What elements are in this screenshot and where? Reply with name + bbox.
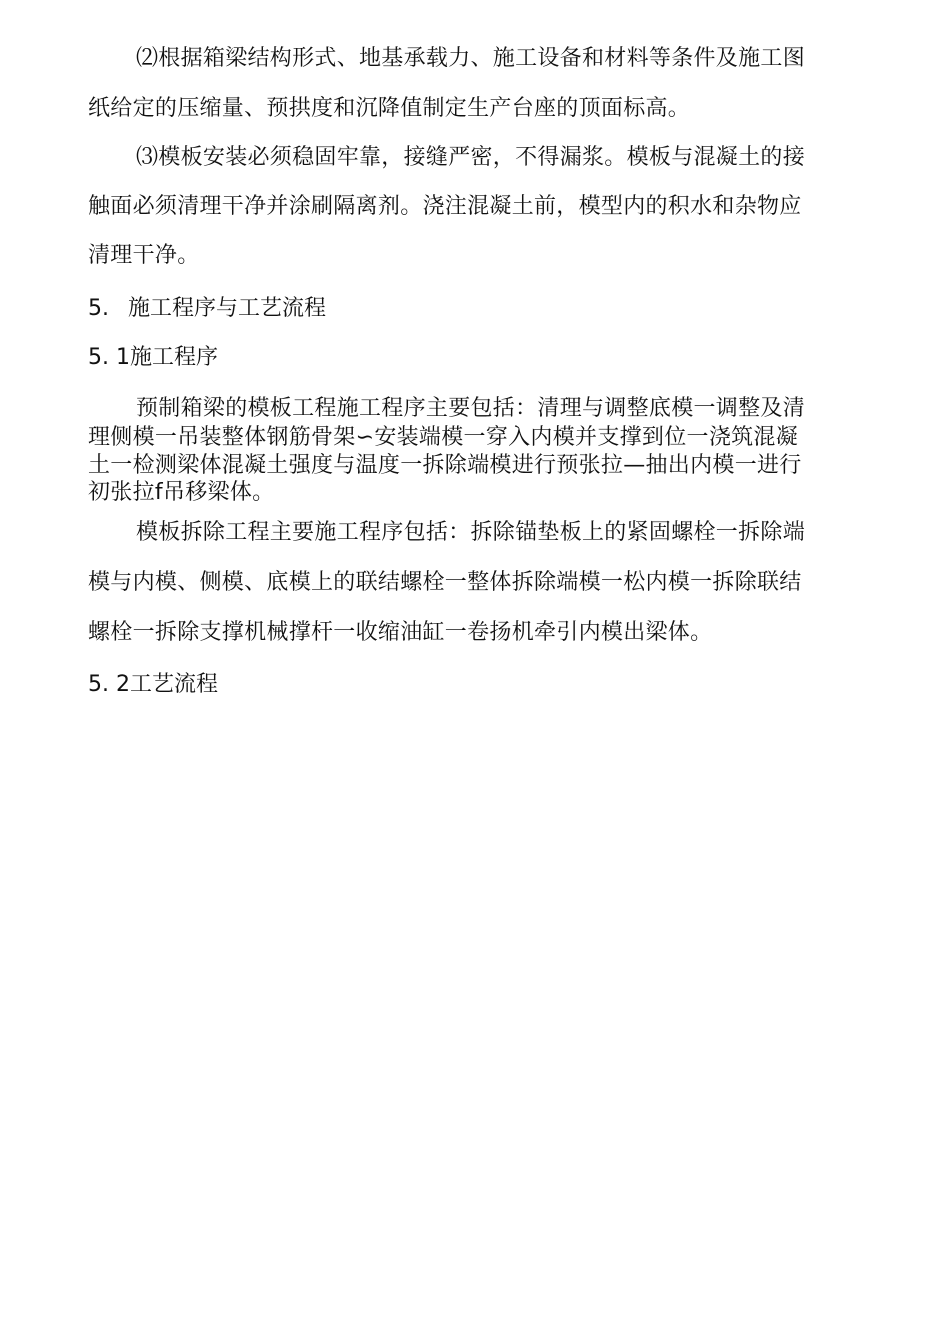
section-5-title: 施工程序与工艺流程 xyxy=(128,296,327,321)
paragraph-3-line-1: ⑶模板安装必须稳固牢靠，接缝严密，不得漏浆。模板与混凝土的接 xyxy=(136,145,806,170)
paragraph-3-line-2: 触面必须清理干净并涂刷隔离剂。浇注混凝土前，模型内的积水和杂物应 xyxy=(88,194,802,219)
section-5-heading xyxy=(88,296,326,322)
section-5-2-heading: 5. 2工艺流程 xyxy=(88,672,218,697)
removal-line-1: 模板拆除工程主要施工程序包括：拆除锚垫板上的紧固螺栓一拆除端 xyxy=(136,520,806,545)
paragraph-3-line-3: 清理干净。 xyxy=(88,243,200,268)
removal-line-3: 螺栓一拆除支撑机械撑杆一收缩油缸一卷扬机牵引内模出梁体。 xyxy=(88,620,713,645)
section-5-number: 5. xyxy=(88,296,109,321)
procedure-line-4: 初张拉f吊移梁体。 xyxy=(88,480,275,505)
procedure-line-1: 预制箱梁的模板工程施工程序主要包括：清理与调整底模一调整及清 xyxy=(136,396,806,421)
section-5-1-heading: 5. 1施工程序 xyxy=(88,345,218,370)
paragraph-2-line-1: ⑵根据箱梁结构形式、地基承载力、施工设备和材料等条件及施工图 xyxy=(136,46,806,71)
removal-line-2: 模与内模、侧模、底模上的联结螺栓一整体拆除端模一松内模一拆除联结 xyxy=(88,570,802,595)
procedure-line-2: 理侧模一吊装整体钢筋骨架∽安装端模一穿入内模并支撑到位一浇筑混凝 xyxy=(88,425,799,450)
paragraph-2-line-2: 纸给定的压缩量、预拱度和沉降值制定生产台座的顶面标高。 xyxy=(88,96,691,121)
procedure-line-3: 土一检测梁体混凝土强度与温度一拆除端模进行预张拉—抽出内模一进行 xyxy=(88,453,802,478)
